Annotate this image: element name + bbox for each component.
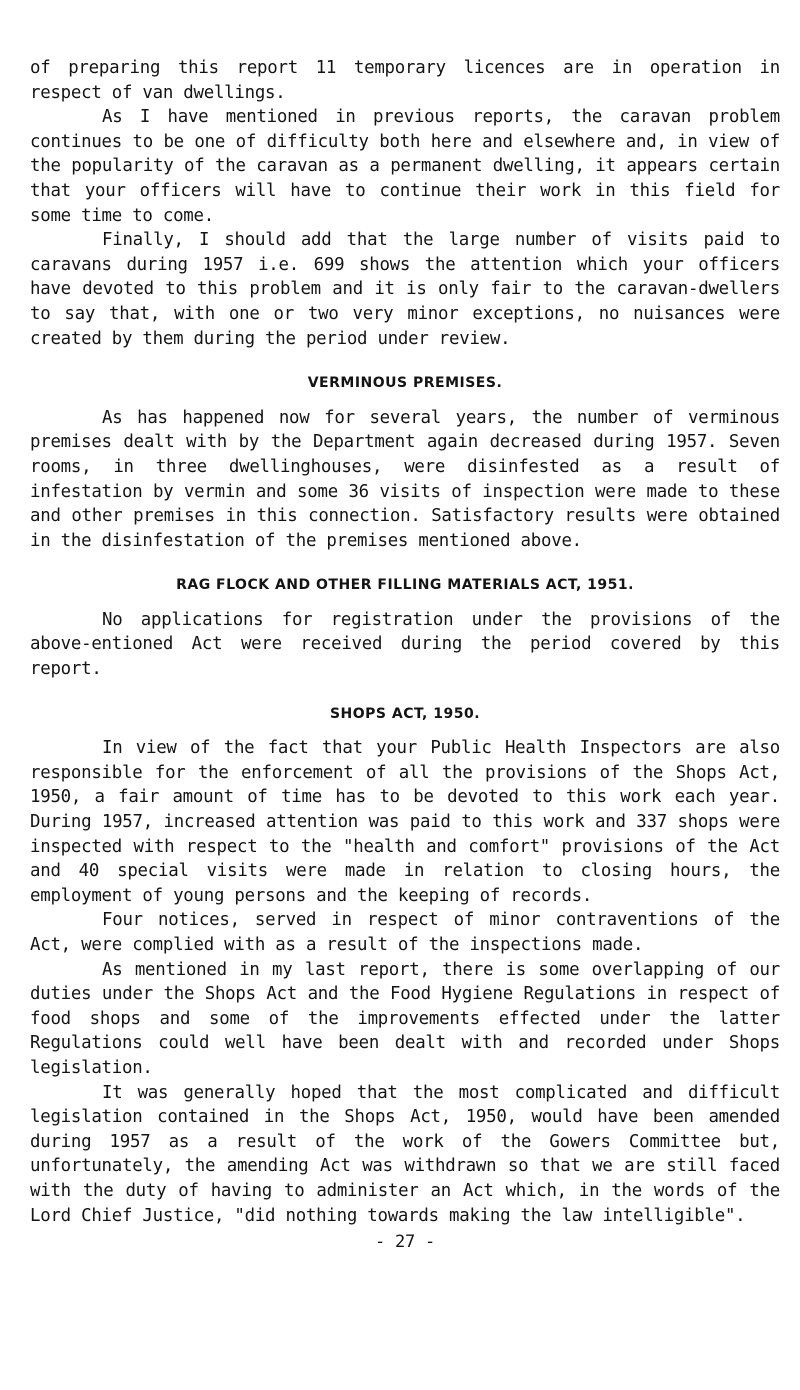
shops-act-paragraph-2: Four notices, served in respect of minor contraventions of the Act, were complied with as a result of the inspections made. [30,910,780,955]
shops-act-paragraph-1: In view of the fact that your Public Health Inspectors are also responsible for the enforcement of all the provisions of the Shops Act, 1950, a fair amount of time has to be devoted to this work each year. During 1957, increased attention was paid to this work and 337 shops were inspected with respect to the "health and comfort" provisions of the Act and 40 special visits were made in relation to closing hours, the employment of young persons and the keeping of records. [30,738,780,906]
section-heading-shops-act: SHOPS ACT, 1950. [329,705,481,722]
intro-paragraph-2: As I have mentioned in previous reports, the caravan problem continues to be one of difficulty both here and elsewhere and, in view of the popularity of the caravan as a permanent dwelling, it appears certain that your officers will have to continue their work in this field for some time to come. [30,107,780,226]
document-page [30,56,780,1255]
intro-paragraph-1: of preparing this report 11 temporary licences are in operation in respect of van dwellings. [30,58,780,103]
intro-paragraph-3: Finally, I should add that the large number of visits paid to caravans during 1957 i.e. 699 shows the attention which your officers have devoted to this problem and it is only fair to the caravan-dwellers to say that, with one or two very minor exceptions, no nuisances were created by them during the period under review. [30,230,780,349]
section-heading-verminous-premises: VERMINOUS PREMISES. [307,375,503,392]
page-number: - 27 - [375,1232,435,1253]
shops-act-paragraph-4: It was generally hoped that the most complicated and difficult legislation contained in the Shops Act, 1950, would have been amended during 1957 as a result of the work of the Gowers Committee but, unfortunately, the amending Act was withdrawn so that we are still faced with the duty of having to administer an Act which, in the words of the Lord Chief Justice, "did nothing towards making the law intelligible". [30,1082,780,1226]
section-heading-rag-flock-act: RAG FLOCK AND OTHER FILLING MATERIALS ACT, 1951. [176,577,634,594]
shops-act-paragraph-3: As mentioned in my last report, there is some overlapping of our duties under the Shops Act and the Food Hygiene Regulations in respect of food shops and some of the improvements effected under the latter Regulations could well have been dealt with and recorded under Shops legislation. [30,959,780,1078]
verminous-premises-paragraph: As has happened now for several years, the number of verminous premises dealt with by the Department again decreased during 1957. Seven rooms, in three dwellinghouses, were disinfested as a result of infestation by vermin and some 36 visits of inspection were made to these and other premises in this connection. Satisfactory results were obtained in the disinfestation of the premises mentioned above. [30,407,780,551]
rag-flock-paragraph: No applications for registration under the provisions of the above-entioned Act were received during the period covered by this report. [30,609,780,680]
